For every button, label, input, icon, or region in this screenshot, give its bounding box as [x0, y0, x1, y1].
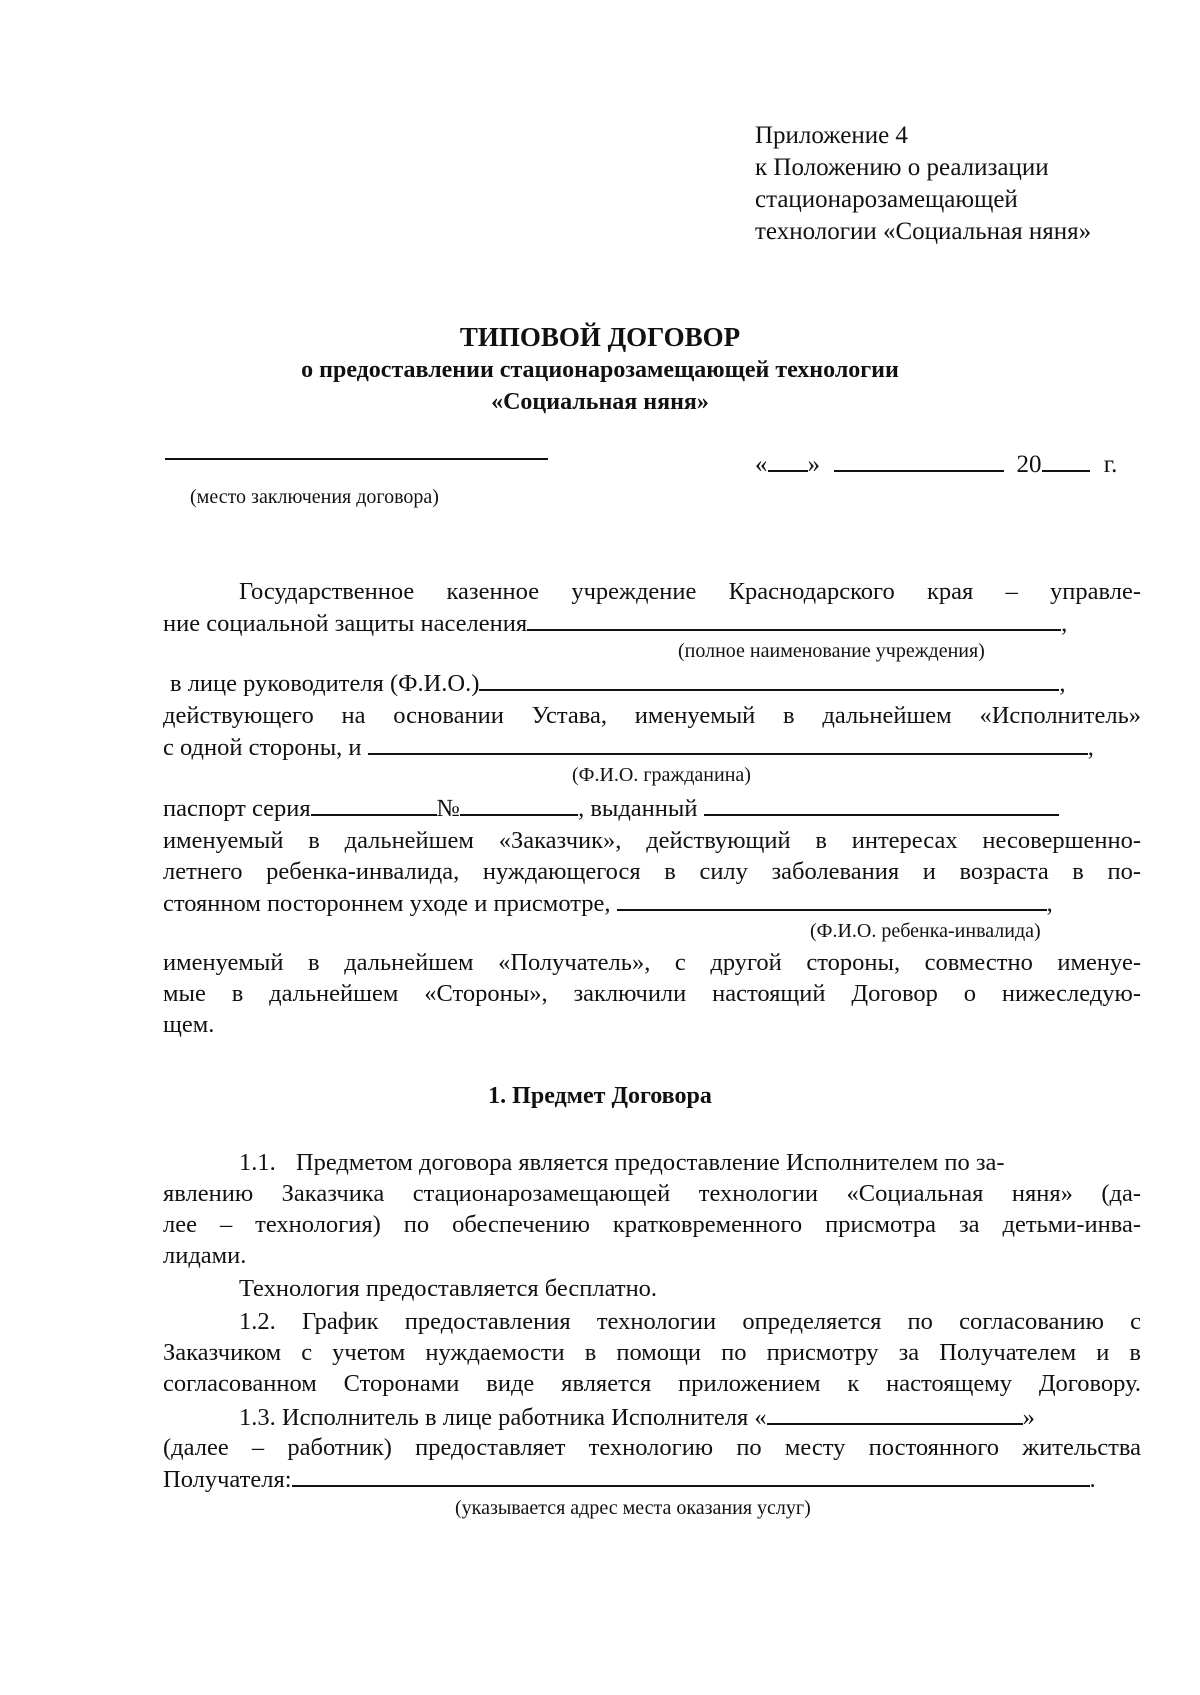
punct: . [1089, 1466, 1096, 1493]
clause-text: Предметом договора является предоставление Исполнителем по за- [295, 1149, 1005, 1176]
issued-by-field[interactable] [704, 792, 1059, 816]
parties-text: стоянном постороннем уходе и присмотре, [163, 890, 611, 917]
passport-number-label: № [436, 795, 461, 822]
clause-1-1-line: лидами. [163, 1242, 247, 1269]
document-title: ТИПОВОЙ ДОГОВОР [459, 322, 741, 352]
clause-1-1-line: явлению Заказчика стационарозамещающей технологии «Социальная няня» (да- [163, 1180, 1141, 1207]
clause-1-1-line [163, 1147, 1141, 1178]
citizen-name-field[interactable] [368, 731, 1088, 755]
clause-1-3-line: (далее – работник) предоставляет технологию по месту постоянного жительства [163, 1434, 1141, 1461]
date-quote-open: « [755, 451, 768, 478]
child-caption: (Ф.И.О. ребенка-инвалида) [810, 920, 1041, 942]
date-field[interactable] [755, 448, 1117, 479]
clause-1-2-line: Заказчиком с учетом нуждаемости в помощи по присмотру за Получателем и в [163, 1339, 1141, 1366]
place-caption: (место заключения договора) [190, 486, 439, 508]
clause-text: Получателя: [163, 1466, 292, 1493]
parties-line: мые в дальнейшем «Стороны», заключили настоящий Договор о нижеследую- [163, 980, 1141, 1007]
year-blank[interactable] [1042, 448, 1090, 472]
clause-1-2-line: согласованном Сторонами виде является приложением к настоящему Договору. [163, 1370, 1141, 1397]
punct: , [1087, 734, 1094, 761]
section-heading: 1. Предмет Договора [488, 1083, 712, 1109]
month-blank[interactable] [834, 448, 1004, 472]
issued-label: , выданный [578, 795, 698, 822]
clause-text: 1.3. Исполнитель в лице работника Исполнителя « [239, 1404, 767, 1431]
address-caption: (указывается адрес места оказания услуг) [455, 1497, 811, 1519]
citizen-caption: (Ф.И.О. гражданина) [572, 764, 751, 786]
punct: » [1022, 1404, 1035, 1431]
parties-line: щем. [163, 1011, 215, 1038]
clause-number: 1.1. [239, 1149, 276, 1176]
parties-line: действующего на основании Устава, именуемый в дальнейшем «Исполнитель» [163, 702, 1141, 729]
annex-line: к Положению о реализации [755, 154, 1049, 181]
document-subtitle: о предоставлении стационарозамещающей технологии [301, 357, 899, 383]
day-blank[interactable] [768, 448, 808, 472]
parties-line: именуемый в дальнейшем «Получатель», с другой стороны, совместно именуе- [163, 949, 1141, 976]
passport-label: паспорт серия [163, 795, 311, 822]
place-field[interactable] [165, 458, 548, 460]
annex-line: технологии «Социальная няня» [755, 218, 1092, 245]
child-name-field[interactable] [617, 887, 1047, 911]
year-prefix: 20 [1016, 451, 1042, 478]
punct: , [1046, 890, 1053, 917]
director-name-field[interactable] [479, 667, 1059, 691]
date-quote-close: » [807, 451, 820, 478]
annex-line: стационарозамещающей [755, 186, 1018, 213]
clause-1-1-line: лее – технология) по обеспечению кратковременного присмотра за детьми-инва- [163, 1211, 1141, 1238]
parties-line: Государственное казенное учреждение Краснодарского края – управле- [239, 578, 1141, 605]
parties-line [163, 731, 1141, 763]
annex-note [755, 120, 1091, 248]
institution-caption: (полное наименование учреждения) [678, 640, 985, 662]
parties-text: с одной стороны, и [163, 734, 362, 761]
parties-text: ние социальной защиты населения [163, 610, 528, 637]
annex-line: Приложение 4 [755, 122, 908, 149]
parties-line: именуемый в дальнейшем «Заказчик», действующий в интересах несовершенно- [163, 827, 1141, 854]
parties-line [170, 667, 1148, 699]
parties-line: летнего ребенка-инвалида, нуждающегося в силу заболевания и возраста в по- [163, 858, 1141, 885]
parties-text: в лице руководителя (Ф.И.О.) [170, 670, 480, 697]
year-suffix: г. [1103, 451, 1118, 478]
institution-field[interactable] [527, 607, 1061, 631]
parties-line [163, 887, 1141, 919]
passport-number-field[interactable] [460, 792, 578, 816]
clause-1-3-line [239, 1401, 1200, 1433]
clause-1-3-line [163, 1463, 1141, 1495]
worker-name-field[interactable] [767, 1401, 1023, 1425]
punct: , [1061, 610, 1068, 637]
parties-line [163, 607, 1141, 639]
document-subtitle: «Социальная няня» [491, 389, 709, 415]
address-field[interactable] [292, 1463, 1090, 1487]
parties-line [163, 792, 1141, 824]
free-note: Технология предоставляется бесплатно. [239, 1275, 658, 1302]
passport-series-field[interactable] [311, 792, 437, 816]
punct: , [1059, 670, 1066, 697]
clause-1-2-line: 1.2. График предоставления технологии определяется по согласованию с [239, 1308, 1141, 1335]
